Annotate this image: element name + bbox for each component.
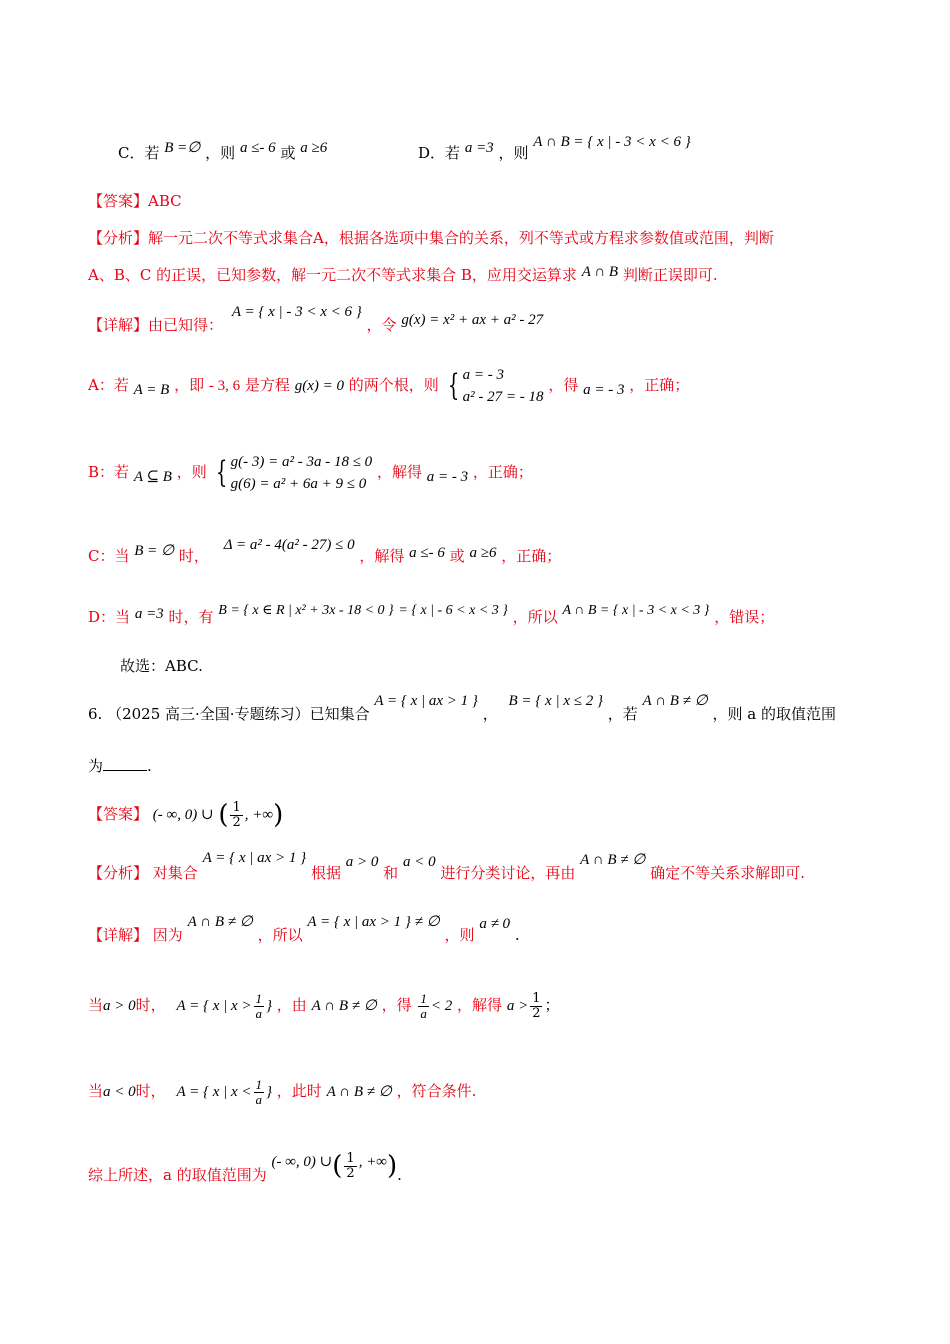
q6-summary-interval: (- ∞, 0) ∪	[271, 1154, 333, 1170]
q6-summary: 综上所述，a 的取值范围为 (- ∞, 0) ∪( $\frac{1}{2}$ , +∞).	[88, 1150, 402, 1184]
q6-p1-c: ，由	[276, 996, 307, 1014]
case-d-set-b-simplified: = { x | - 6 < x < 3 }	[398, 603, 508, 618]
q5-detail	[88, 304, 890, 336]
q6-answer: 【答案】 (- ∞, 0) ∪ ( $\frac{1}{2}$ , +∞)	[88, 799, 284, 830]
option-c-mid: ，则	[205, 144, 236, 162]
q6-number: 6.	[88, 705, 103, 723]
answer-blank	[103, 756, 147, 771]
q6-case-positive: 当a > 0时， A = { x | x > $\frac{1}{a}$ } ，由 A ∩ B ≠ ∅ ，得 $\frac{1}{a}$ < 2 ，解得 a > $\frac{1}{2}$ ；	[88, 990, 560, 1021]
q6-p2-c: ，此时	[276, 1082, 322, 1100]
q6-summary-rest: , +∞	[358, 1154, 388, 1170]
case-d-set-b: B = { x ∈ R | x² + 3x - 18 < 0 }	[218, 603, 394, 618]
q6-line2: 为	[88, 757, 104, 775]
q6-analysis-cond-2: a < 0	[402, 854, 436, 870]
case-b-system: g(- 3) = a² - 3a - 18 ≤ 0 g(6) = a² + 6a + 9 ≤ 0	[230, 454, 373, 492]
q6-question-line-2	[88, 756, 890, 776]
case-b-brace: {	[215, 455, 227, 490]
q6-answer-fraction: $\frac{1}{2}$	[232, 799, 241, 830]
q6-p1-set-fraction: $\frac{1}{a}$	[255, 990, 263, 1021]
option-d-formula-1: a =3	[464, 140, 494, 156]
answer-value: ABC	[148, 192, 182, 210]
q6-set-a: A = { x | ax > 1 }	[374, 693, 478, 709]
q6-p1-cond: a > 0	[103, 998, 136, 1014]
q6-p1-e: ，解得	[457, 996, 503, 1014]
case-a-mid-3: 的两个根，则	[348, 376, 439, 394]
case-d-mid-2: ，所以	[512, 608, 558, 626]
option-c-formula-3: a ≥6	[300, 140, 328, 156]
q6-analysis-text-e: 确定不等关系求解即可.	[650, 864, 805, 882]
case-b-end: ，正确；	[472, 463, 533, 481]
case-a-roots: - 3, 6	[208, 378, 241, 394]
analysis-text-2a: A、B、C 的正误，已知参数，解一元二次不等式求集合 B，应用交运算求	[88, 266, 577, 284]
q5-analysis	[88, 228, 890, 248]
case-d-prefix: D：当	[88, 608, 131, 626]
option-c-formula-2: a ≤- 6	[239, 140, 276, 156]
q5-case-c	[88, 537, 890, 567]
q6-analysis-text-b: 根据	[310, 864, 341, 882]
case-b-prefix: B：若	[88, 463, 130, 481]
q5-case-b	[88, 447, 890, 497]
q6-analysis	[88, 850, 890, 884]
q5-answer	[88, 191, 890, 211]
q6-detail-text-a: 因为	[152, 926, 183, 944]
q6-p1-inter: A ∩ B ≠ ∅	[311, 998, 377, 1014]
case-a-prefix: A：若	[88, 376, 129, 394]
case-a-equation: g(x) = 0	[294, 378, 344, 394]
answer-tag: 【答案】	[88, 192, 149, 210]
case-c-discriminant: Δ = a² - 4(a² - 27) ≤ 0	[223, 537, 355, 553]
case-c-mid: 时，	[178, 547, 209, 565]
detail-function-g: g(x) = x² + ax + a² - 27	[401, 312, 544, 328]
q6-detail-end: .	[514, 926, 520, 944]
q6-p1-end: ；	[544, 996, 560, 1014]
option-c	[118, 142, 327, 163]
q6-analysis-text-a: 对集合	[152, 864, 198, 882]
analysis-text-2b: 判断正误即可.	[622, 266, 718, 284]
q6-analysis-tag: 【分析】	[88, 864, 149, 882]
case-b-formula-1: A ⊆ B	[133, 469, 172, 485]
case-b-mid-2: ，解得	[376, 463, 422, 481]
q6-detail-set: A = { x | ax > 1 } ≠ ∅	[307, 914, 440, 930]
analysis-formula: A ∩ B	[581, 264, 619, 280]
option-d	[418, 134, 691, 163]
q5-analysis-line-2	[88, 265, 890, 286]
case-c-mid-2: ，解得	[359, 547, 405, 565]
q5-case-a	[88, 360, 890, 410]
q6-detail-text-b: ，所以	[257, 926, 303, 944]
q6-analysis-text-d: 进行分类讨论，再由	[440, 864, 576, 882]
q6-analysis-text-c: 和	[383, 864, 399, 882]
q6-answer-end: , +∞	[244, 807, 274, 823]
q6-set-b: B = { x | x ≤ 2 }	[508, 693, 603, 709]
case-c-result-2: a ≥6	[469, 545, 497, 561]
option-d-formula-2: A ∩ B = { x | - 3 < x < 6 }	[533, 134, 691, 150]
q6-answer-interval: (- ∞, 0) ∪	[152, 807, 214, 823]
case-c-prefix: C：当	[88, 547, 130, 565]
q6-p2-set: A = { x | x <	[176, 1084, 252, 1100]
q6-p1-b: 时，	[135, 996, 166, 1014]
case-a-result: a = - 3	[583, 382, 625, 398]
case-d-intersection: A ∩ B = { x | - 3 < x < 3 }	[562, 603, 710, 618]
q6-tail: ，则 a 的取值范围	[712, 705, 836, 723]
q6-summary-text: 综上所述，a 的取值范围为	[88, 1166, 267, 1184]
case-c-formula-1: B = ∅	[134, 543, 175, 559]
case-b-result: a = - 3	[426, 469, 469, 485]
case-a-mid: ，即	[174, 376, 205, 394]
q6-p1-ineq-fraction: $\frac{1}{a}$	[420, 990, 427, 1021]
q6-p2-b: 时，	[135, 1082, 166, 1100]
option-c-prefix: C．若	[118, 144, 160, 162]
case-a-mid-2: 是方程	[244, 376, 290, 394]
q6-line2-end: .	[147, 757, 152, 775]
q6-p2-a: 当	[88, 1082, 104, 1100]
case-d-end: ，错误；	[714, 608, 775, 626]
q6-detail	[88, 914, 890, 946]
q6-analysis-set: A = { x | ax > 1 }	[202, 850, 307, 866]
q6-question	[88, 693, 890, 725]
case-c-result-1: a ≤- 6	[409, 545, 445, 561]
case-d-formula-1: a =3	[134, 606, 164, 622]
q5-conclusion: 故选：ABC.	[120, 657, 203, 675]
analysis-text-1: 解一元二次不等式求集合A，根据各选项中集合的关系，列不等式或方程求参数值或范围，判断	[148, 229, 774, 247]
q6-p1-result-fraction: $\frac{1}{2}$	[532, 990, 541, 1021]
q6-p1-a: 当	[88, 996, 104, 1014]
detail-text: 由已知得：	[148, 316, 224, 334]
case-c-end: ，正确；	[501, 547, 562, 565]
q6-p2-inter: A ∩ B ≠ ∅	[326, 1084, 392, 1100]
q6-answer-tag: 【答案】	[88, 805, 149, 823]
q6-mid: ，若	[607, 705, 638, 723]
q6-p1-result: a >	[506, 998, 529, 1014]
q6-p1-d: ，得	[381, 996, 412, 1014]
q6-detail-tag: 【详解】	[88, 926, 149, 944]
q6-p1-set: A = { x | x >	[176, 998, 252, 1014]
q6-detail-result: a ≠ 0	[479, 916, 511, 932]
q6-analysis-cond-1: a > 0	[345, 854, 379, 870]
option-c-formula-1: B =∅	[164, 140, 201, 156]
q6-p2-cond: a < 0	[103, 1084, 136, 1100]
detail-tag: 【详解】	[88, 316, 149, 334]
q6-analysis-cond-3: A ∩ B ≠ ∅	[580, 852, 646, 868]
q6-summary-end: .	[397, 1166, 402, 1184]
case-a-end: ，正确；	[629, 376, 690, 394]
q6-case-negative: 当a < 0时， A = { x | x < $\frac{1}{a}$ } ，此时 A ∩ B ≠ ∅ ，符合条件.	[88, 1076, 477, 1107]
q6-p2-set-fraction: $\frac{1}{a}$	[255, 1076, 263, 1107]
q6-detail-cond: A ∩ B ≠ ∅	[187, 914, 253, 930]
case-a-mid-4: ，得	[548, 376, 579, 394]
option-d-mid: ，则	[498, 144, 529, 162]
q6-source: （2025 高三·全国·专题练习）已知集合	[107, 705, 370, 723]
q6-p1-ineq-rest: < 2	[430, 998, 453, 1014]
detail-set-a: A = { x | - 3 < x < 6 }	[231, 304, 362, 320]
case-a-formula-1: A = B	[133, 382, 170, 398]
q6-condition: A ∩ B ≠ ∅	[642, 693, 708, 709]
q6-summary-fraction: $\frac{1}{2}$	[346, 1150, 355, 1181]
option-d-prefix: D．若	[418, 144, 461, 162]
q5-case-d	[88, 603, 890, 629]
case-a-system: a = - 3 a² - 27 = - 18	[462, 367, 544, 405]
q6-detail-text-c: ，则	[444, 926, 475, 944]
case-d-mid: 时，有	[168, 608, 214, 626]
option-c-or: 或	[280, 144, 296, 162]
detail-let: ，令	[366, 316, 397, 334]
q6-p2-d: ，符合条件.	[396, 1082, 477, 1100]
case-b-mid: ，则	[176, 463, 207, 481]
case-a-brace: {	[447, 368, 459, 403]
case-c-or: 或	[449, 547, 465, 565]
q6-comma: ，	[482, 705, 498, 723]
analysis-tag: 【分析】	[88, 229, 149, 247]
